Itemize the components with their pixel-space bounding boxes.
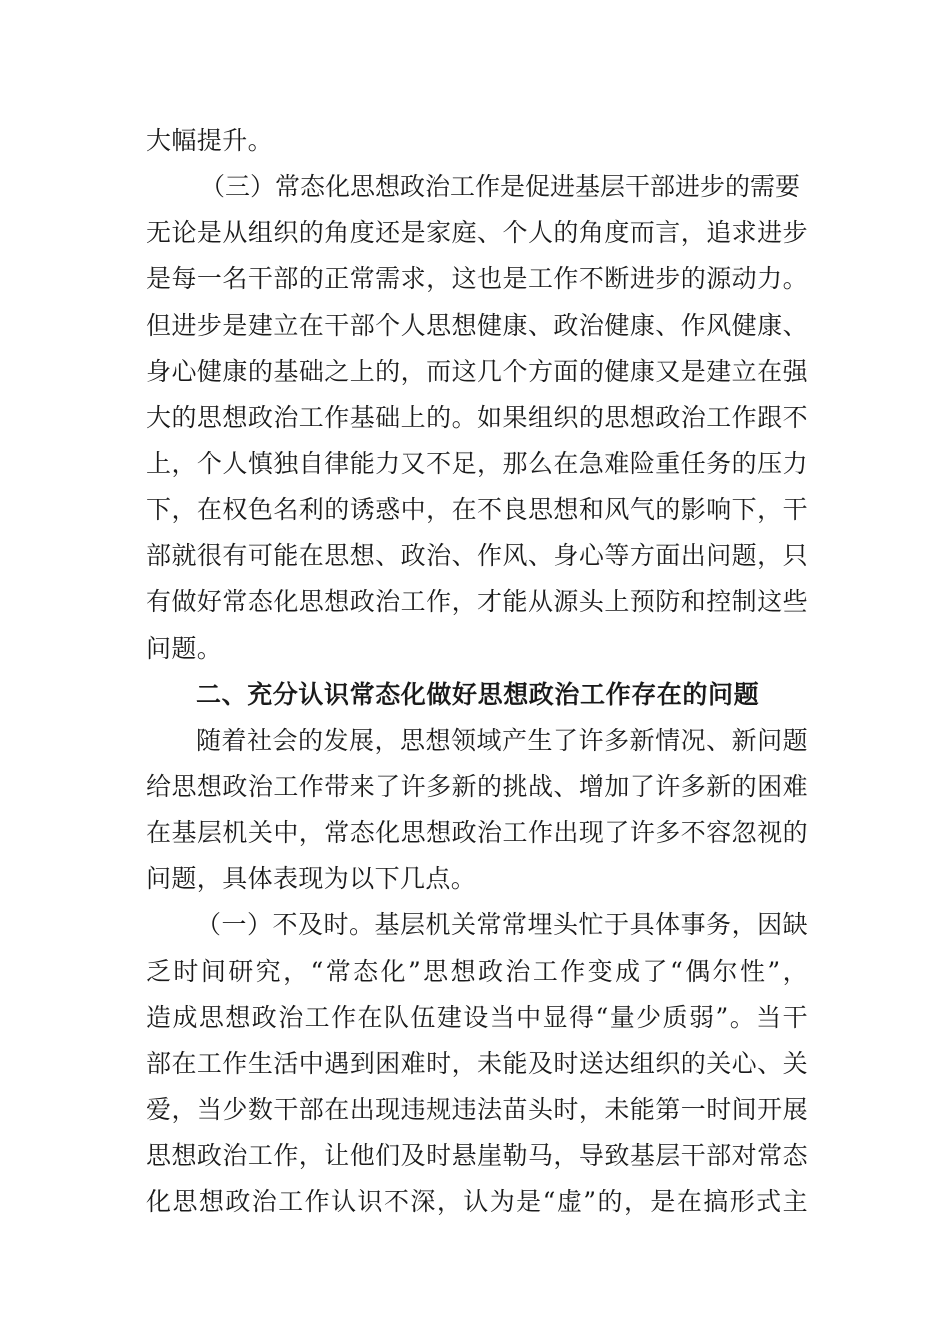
paragraph-line: 上，个人慎独自律能力又不足，那么在急难险重任务的压力: [146, 448, 808, 478]
paragraph-line: 随着社会的发展，思想领域产生了许多新情况、新问题: [196, 725, 808, 755]
paragraph-line: 造成思想政治工作在队伍建设当中显得“量少质弱”。当干: [146, 1002, 808, 1032]
paragraph-line: 下，在权色名利的诱惑中，在不良思想和风气的影响下，干: [146, 495, 808, 525]
paragraph-line: 部在工作生活中遇到困难时，未能及时送达组织的关心、关: [146, 1048, 808, 1078]
paragraph-line: 身心健康的基础之上的，而这几个方面的健康又是建立在强: [146, 356, 808, 386]
paragraph-line: 是每一名干部的正常需求，这也是工作不断进步的源动力。: [146, 264, 808, 294]
paragraph-line: 部就很有可能在思想、政治、作风、身心等方面出问题，只: [146, 541, 808, 571]
paragraph-line: 有做好常态化思想政治工作，才能从源头上预防和控制这些: [146, 587, 808, 617]
paragraph-line: 大的思想政治工作基础上的。如果组织的思想政治工作跟不: [146, 402, 808, 432]
paragraph-line: 大幅提升。: [146, 126, 274, 155]
subsection-heading-1-line: （一）不及时。基层机关常常埋头忙于具体事务，因缺: [196, 910, 808, 940]
paragraph-line: 但进步是建立在干部个人思想健康、政治健康、作风健康、: [146, 310, 808, 340]
document-body: [146, 118, 808, 1225]
section-heading-2: 二、充分认识常态化做好思想政治工作存在的问题: [196, 679, 760, 709]
subsection-heading-3: （三）常态化思想政治工作是促进基层干部进步的需要: [200, 172, 801, 202]
paragraph-line: 给思想政治工作带来了许多新的挑战、增加了许多新的困难: [146, 771, 808, 801]
paragraph-line: 无论是从组织的角度还是家庭、个人的角度而言，追求进步: [146, 218, 808, 248]
paragraph-line: 爱，当少数干部在出现违规违法苗头时，未能第一时间开展: [146, 1094, 808, 1124]
paragraph-line: 乏时间研究，“常态化”思想政治工作变成了“偶尔性”，: [146, 956, 808, 986]
paragraph-line: 思想政治工作，让他们及时悬崖勒马，导致基层干部对常态: [146, 1141, 808, 1171]
paragraph-line: 在基层机关中，常态化思想政治工作出现了许多不容忽视的: [146, 818, 808, 848]
paragraph-line: 化思想政治工作认识不深，认为是“虚”的，是在搞形式主: [146, 1187, 808, 1217]
paragraph-line: 问题，具体表现为以下几点。: [146, 864, 477, 894]
paragraph-line: 问题。: [146, 633, 223, 663]
